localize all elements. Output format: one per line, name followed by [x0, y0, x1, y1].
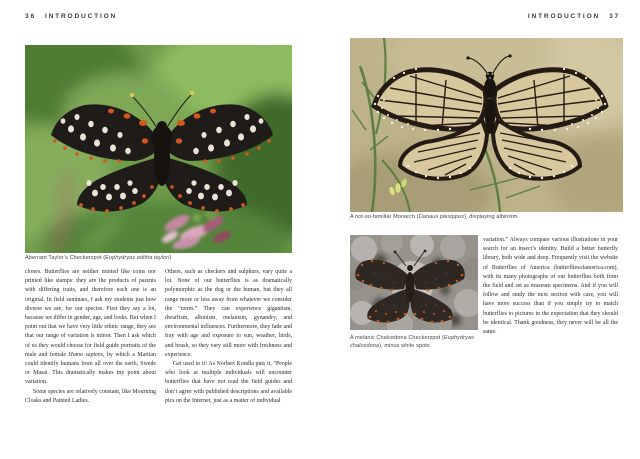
photo-melanic-checkerspot: [350, 235, 478, 330]
page-number-right: 37: [609, 13, 620, 20]
caption-melanic-checkerspot: [350, 335, 476, 350]
body-column-2: [165, 268, 292, 406]
body-column-1: [25, 268, 156, 406]
page-number-left: 36: [25, 13, 36, 20]
caption1-text: Aberrant Taylor’s Checkerspot (: [25, 255, 106, 261]
checkerspot-photo-art: [25, 45, 292, 253]
caption1-suffix: ): [169, 255, 172, 261]
paragraph: Others, such as checkers and sulphurs, vary quite a lot. None of our butterflies is as dramatically polymorphic as the dog or the human, but they all range more or less away from whatever we consider the “norm.” They can experience gigantism, dwarfism, albinism, melanism, gynandry, and environmental influences. Furthermore, they fade and fray with age and exposure to sun, weather, birds, and brush, so they vary still more with freshness and experience.: [165, 269, 292, 358]
paragraph: Get used to it! As Norbert Kondla puts it, “People who look at multiple individuals will encounter butterflies that have not read the field guides and don’t agree with published descriptions and available pics on the Internet, just as a matter of individual: [165, 361, 292, 404]
caption2-scientific-name: Danaus plexippus: [418, 214, 465, 220]
running-head-right-title: INTRODUCTION: [527, 13, 601, 20]
running-head-right: [528, 13, 620, 20]
caption-albino-monarch: [350, 214, 623, 222]
paragraph: Some species are relatively constant, like Mourning Cloaks and Painted Ladies.: [25, 388, 156, 404]
latin-species-italic: Homo sapiens: [68, 351, 104, 358]
paragraph: [25, 268, 156, 388]
paragraph: variation.” Always compare various illustrations in your search for an insect’s identity. Build a better butterfly library, both wide and deep. Frequently visit the website of Butterflies of America (butterfliesofamerica.com), with its many photographs of our butterflies both from the field and set as museum specimens. And if you will follow and study the next section with care, you will have more success than if you simply try to match butterflies to pictures in the expectation that they should be identical. Thank goodness, they never will be all the same.: [483, 237, 618, 336]
monarch-photo-art: [350, 38, 623, 212]
caption2-text: A not-so-familiar Monarch (: [350, 214, 419, 220]
melanic-checkerspot-photo-art: [350, 235, 478, 330]
paragraph-text: , by which a Martian could identify humans from all over the earth, Swede or Masai. This dramatically makes my point about variation.: [25, 351, 156, 386]
running-head-left: [25, 13, 117, 20]
photo-taylors-checkerspot: [25, 45, 292, 253]
caption-taylors-checkerspot: [25, 255, 292, 263]
caption3-scientific-name: Euphydryas chalcedona: [350, 335, 474, 349]
caption2-suffix: ), displaying albinism: [464, 214, 518, 220]
caption3-suffix: ), minus white spots: [379, 342, 430, 349]
body-column-3: [483, 236, 618, 337]
photo-albino-monarch: [350, 38, 623, 212]
paragraph-text: clones. Butterflies are neither minted like coins nor printed like stamps: they are the products of parents with differing traits, and therefore each one is an original. In field seminars, I ask my students just how diverse we are, for our species. First they say a lot, because we differ in gender, age, and looks. But when I point out that we have very little ethnic range, they see that our range of variation is minor. Then I ask which of us they would choose for field guide portraits of the male and female: [25, 269, 156, 358]
caption3-text: A melanic Chalcedona Checkerspot (: [350, 335, 444, 341]
running-head-left-title: INTRODUCTION: [44, 13, 118, 20]
caption1-scientific-name: Euphydryas editha taylori: [105, 255, 170, 261]
